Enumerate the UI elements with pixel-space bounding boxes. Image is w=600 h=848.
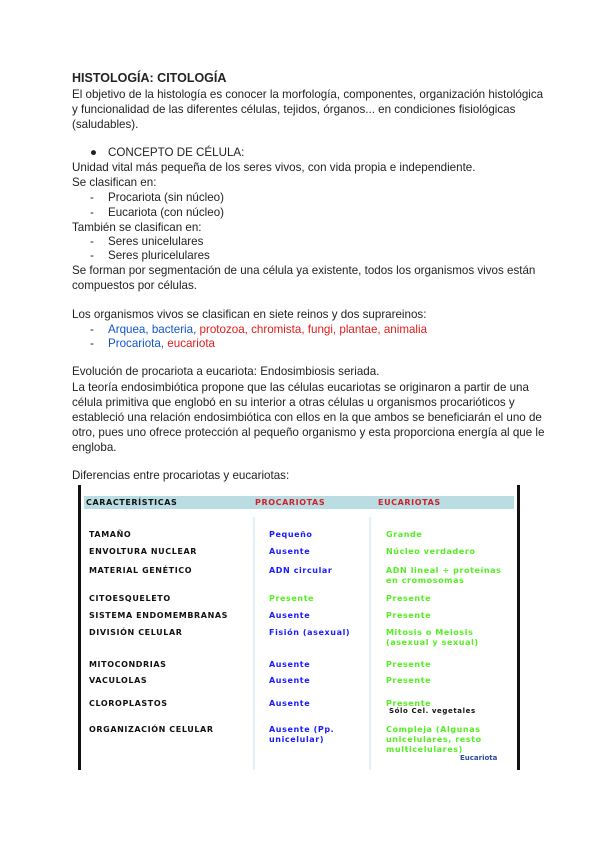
table-cell: Presente [386, 611, 432, 620]
table-cell: ADN circular [269, 566, 333, 575]
dash: - [90, 337, 94, 350]
table-cell: VACULOLAS [89, 676, 148, 685]
table-cell: Ausente [269, 547, 311, 556]
text: célula primitiva que englobó en su interior a otras células u organismos procarióticos y [72, 396, 515, 409]
table-cell: SISTEMA ENDOMEMBRANAS [89, 611, 229, 620]
table-cell: Grande [386, 530, 423, 539]
table-cell: DIVISIÓN CELULAR [89, 628, 183, 637]
header-cell: PROCARIOTAS [255, 498, 326, 507]
table-cell: TAMAÑO [89, 530, 132, 539]
table-cell: Mitosis o Meiosis (asexual y sexual) [386, 628, 479, 647]
text: engloba. [72, 441, 117, 454]
list-item [108, 336, 215, 351]
list-item: Eucariota (con núcleo) [108, 206, 224, 219]
table-cell: Fisión (asexual) [269, 628, 351, 637]
bullet-icon: ● [90, 146, 98, 159]
table-cell: Ausente (Pp. unicelular) [269, 725, 335, 744]
text: Arquea, bacteria, [108, 323, 200, 336]
text: Procariota, [108, 337, 168, 350]
list-item: Seres pluricelulares [108, 249, 210, 262]
table-cell: ORGANIZACIÓN CELULAR [89, 725, 214, 734]
table-cell: Ausente [269, 611, 311, 620]
comparison-table-image [78, 485, 520, 770]
dash: - [90, 323, 94, 336]
divider [369, 517, 371, 770]
intro-line: El objetivo de la histología es conocer la morfología, componentes, organización histológica [72, 88, 544, 101]
table-cell: Presente [386, 594, 432, 603]
dash: - [90, 206, 94, 219]
table-cell: CITOESQUELETO [89, 594, 171, 603]
text: Diferencias entre procariotas y eucariotas: [72, 469, 290, 482]
dash: - [90, 235, 94, 248]
list-item: Procariota (sin núcleo) [108, 191, 224, 204]
table-cell: MITOCONDRIAS [89, 660, 167, 669]
table-cell: Núcleo verdadero [386, 547, 476, 556]
intro-line: y funcionalidad de las diferentes células, tejidos, órganos... en condiciones fisiológicas [72, 103, 516, 116]
definition: Unidad vital más pequeña de los seres vivos, con vida propia e independiente. [72, 161, 476, 174]
text: Los organismos vivos se clasifican en siete reinos y dos suprareinos: [72, 308, 427, 321]
text: Evolución de procariota a eucariota: Endosimbiosis seriada. [72, 365, 380, 378]
table-cell: Presente [386, 676, 432, 685]
dash: - [90, 191, 94, 204]
table-cell: Presente [386, 660, 432, 669]
table-cell: Ausente [269, 676, 311, 685]
table-cell: MATERIAL GENÉTICO [89, 566, 193, 575]
text: También se clasifican en: [72, 221, 202, 234]
table-cell: Pequeño [269, 530, 313, 539]
text: Se clasifican en: [72, 176, 157, 189]
dash: - [90, 249, 94, 262]
title: HISTOLOGÍA: CITOLOGÍA [72, 71, 227, 85]
table-cell: ADN lineal + proteínas en cromosomas [386, 566, 502, 585]
header-cell: EUCARIOTAS [378, 498, 441, 507]
eucariota-logo: Eucariota [460, 754, 498, 762]
table-cell: Presente [386, 699, 432, 708]
intro-line: (saludables). [72, 118, 139, 131]
header-cell: CARACTERÍSTICAS [86, 498, 178, 507]
note: Sólo Cel. vegetales [389, 707, 476, 715]
text: La teoría endosimbiótica propone que las células eucariotas se originaron a partir de una [72, 381, 529, 394]
divider [253, 517, 255, 770]
table-cell: CLOROPLASTOS [89, 699, 168, 708]
text: Se forman por segmentación de una célula ya existente, todos los organismos vivos están [72, 264, 536, 277]
table-cell: Ausente [269, 699, 311, 708]
table-cell: ENVOLTURA NUCLEAR [89, 547, 198, 556]
list-item: Seres unicelulares [108, 235, 204, 248]
text: protozoa, chromista, fungi, plantae, animalia [199, 323, 428, 336]
table-cell: Presente [269, 594, 315, 603]
table-cell: Compleja (Algunas unicelulares, resto multicelulares) [386, 725, 482, 754]
text: compuestos por células. [72, 279, 198, 292]
section-heading: CONCEPTO DE CÉLULA: [108, 146, 245, 159]
text: estableció una relación endosimbiótica con ellos en la que ambos se beneficiarán el uno de [72, 411, 542, 424]
text: otro, pues uno ofrece protección al pequeño organismo y esta proporciona energía al que le [72, 426, 545, 439]
table-cell: Ausente [269, 660, 311, 669]
list-item [108, 322, 427, 337]
text: eucariota [167, 337, 215, 350]
